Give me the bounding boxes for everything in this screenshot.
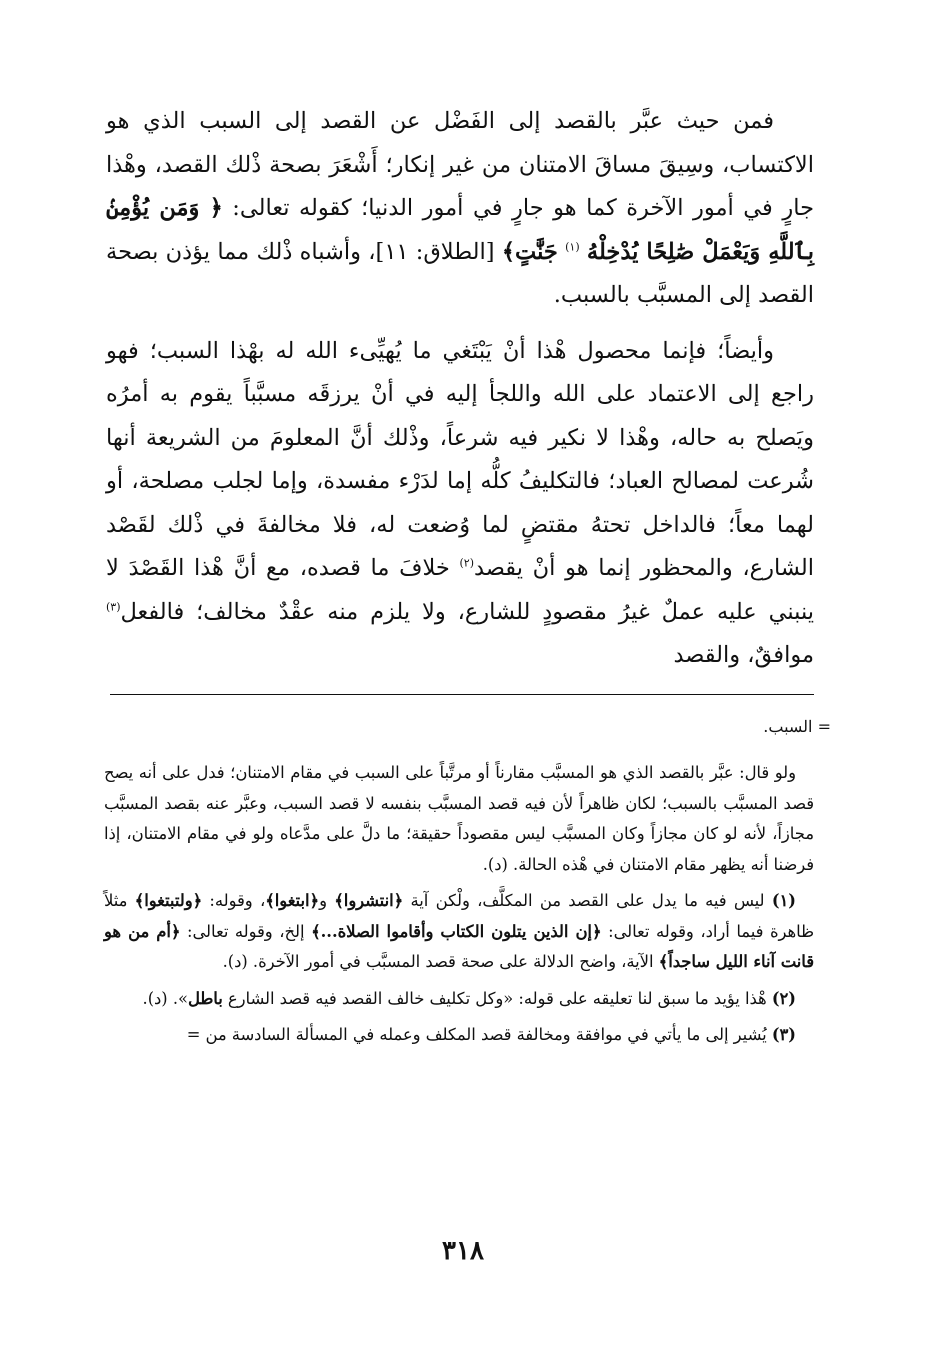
paragraph-1-text-b: [الطلاق: ١١]، وأشباه ذْلك مما يؤذن بصحة القصد إلى المسبَّب بالسبب. <box>106 238 814 308</box>
footnote-1-quote-5: ﴿أم من هو قانت آناء الليل ساجداً﴾ <box>104 921 814 971</box>
footnote-2-text-a: هْذا يؤيد ما سبق لنا تعليقه على قوله: «وكل تكليف خالف القصد فيه قصد الشارع <box>222 988 772 1008</box>
footnote-1-quote-1: ﴿انتشروا﴾ <box>334 891 404 910</box>
footnote-2-text-b: ». (د). <box>142 988 188 1008</box>
paragraph-2-text-c: موافقٌ، والقصد <box>673 642 814 668</box>
paragraph-2 <box>106 330 814 678</box>
quran-verse: ﴿ وَمَن يُؤْمِنۢ بِٱللَّهِ وَيَعْمَلْ صَٰلِحًا يُدْخِلْهُ <box>106 195 815 265</box>
paragraph-2-text-b: خلافَ ما قصده، مع أنَّ هْذا القَصْدَ لا ينبني عليه عملٌ غيرُ مقصودٍ للشارع، ولا يلزم منه عقْدٌ مخالف؛ فالفعل <box>106 555 814 625</box>
page-number: ٣١٨ <box>442 1236 484 1266</box>
footnote-1-text-c: ، وقوله: <box>202 891 266 910</box>
footnote-1-and: و <box>319 891 335 910</box>
footnote-3-number: (٣) <box>771 1025 796 1044</box>
footnote-1 <box>104 886 814 978</box>
quran-verse-end: جَنَّٰتٍ﴾ <box>501 238 558 265</box>
footnote-2-number: (٢) <box>771 988 796 1008</box>
main-text <box>106 100 814 678</box>
footnote-1-quote-3: ﴿ولتبتغوا﴾ <box>134 891 203 910</box>
footnote-2-bold: باطل <box>187 988 223 1008</box>
footnote-marker-2[interactable]: (٢) <box>459 556 474 570</box>
footnote-continuation: = السبب. <box>763 717 831 736</box>
footnote-1-text-e: إلخ، وقوله تعالى: <box>180 921 312 941</box>
footnote-3 <box>104 1020 814 1051</box>
paragraph-1-text-a: فمن حيث عبَّر بالقصد إلى الفَضْل عن القصد إلى السبب الذي هو الاكتساب، وسِيقَ مساقَ الامتنان من غير إنكار؛ أَشْعَرَ بصحة ذْلك القصد، وهْذا جارٍ في أمور الآخرة كما هو جارٍ في أمور الدنيا؛ كقوله تعالى: <box>106 108 814 221</box>
footnote-1-quote-2: ﴿ابتغوا﴾ <box>265 891 320 910</box>
footnote-1-text-d: مثلاً ظاهرة فيما أراد، وقوله تعالى: <box>104 891 815 941</box>
footnote-continued-paragraph: ولو قال: عبَّر بالقصد الذي هو المسبَّب مقارناً أو مرتَّباً على السبب في مقام الامتنان؛ فدل على أنه يصح قصد المسبَّب بالسبب؛ لكان ظاهراً لأن فيه قصد المسبَّب بنفسه لا قصد السبب، وعبَّر عنه بقصد المسبَّب مجازاً، لأنه لو كان مجازاً وكان المسبَّب ليس مقصوداً حقيقة؛ ما دلَّ على مدَّعاه ولو في مقام الامتنان، إذا فرضنا أنه يظهر مقام الامتنان في هْذه الحالة. (د). <box>104 763 814 874</box>
footnote-marker-3[interactable]: (٣) <box>106 600 121 613</box>
footnote-1-text-f: الآية، واضح الدلالة على صحة قصد المسبَّب في أمور الآخرة. (د). <box>222 952 659 971</box>
footnote-1-text-a: ليس فيه ما يدل على القصد من المكلَّف، ولْكن آية <box>403 891 772 910</box>
paragraph-1 <box>106 100 814 318</box>
footnote-1-quote-4: ﴿إن الذين يتلون الكتاب وأقاموا الصلاة...﴾ <box>311 921 602 941</box>
footnotes <box>104 758 814 1051</box>
paragraph-2-text-a: وأيضاً؛ فإنما محصول هْذا أنْ يَبْتَغي ما يُهيِّىء الله له بهْذا السبب؛ فهو راجع إلى الاعتماد على الله واللجأ إليه في أنْ يرزقَه مسبَّباً يقوم به أمرُه ويَصلح به حاله، وهْذا لا نكير فيه شرعاً، وذْلك أنَّ المعلومَ من الشريعة أنها شُرعت لمصالح العباد؛ فالتكليفُ كلُّه إما لدَرْء مفسدة، وإما لجلب مصلحة، أو لهما معاً؛ فالداخل تحتهُ مقتضٍ لما وُضعت له، فلا مخالفةَ في ذْلك لقَصْد الشارع، والمحظور إنما هو أنْ يقصد <box>106 337 815 581</box>
footnote-marker-1[interactable]: (١) <box>565 240 580 253</box>
footnote-separator-rule <box>110 694 814 695</box>
footnote-3-text: يُشير إلى ما يأتي في موافقة ومخالفة قصد المكلف وعمله في المسألة السادسة من = <box>186 1025 772 1044</box>
footnote-1-number: (١) <box>771 891 796 910</box>
footnote-2 <box>104 984 814 1015</box>
